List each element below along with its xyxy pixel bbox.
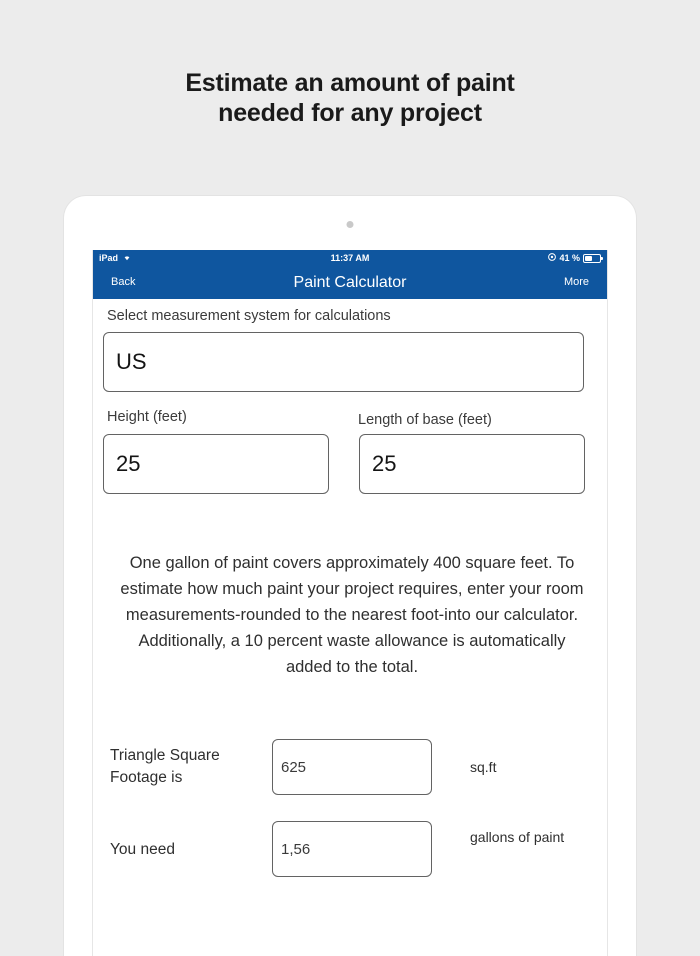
app-content bbox=[93, 299, 607, 956]
gallons-needed-output[interactable] bbox=[272, 821, 432, 877]
square-footage-label: Triangle Square Footage is bbox=[110, 747, 220, 786]
square-footage-unit: sq.ft bbox=[470, 759, 497, 775]
more-button[interactable]: More bbox=[563, 276, 589, 288]
measurement-system-value: US bbox=[116, 349, 147, 374]
gallons-needed-value: 1,56 bbox=[281, 840, 311, 858]
back-button[interactable]: Back bbox=[111, 276, 136, 288]
headline-line-2: needed for any project bbox=[218, 99, 482, 127]
height-value: 25 bbox=[116, 451, 141, 476]
square-footage-value: 625 bbox=[281, 758, 307, 776]
gallons-needed-unit: gallons of paint bbox=[470, 829, 565, 845]
device-frame bbox=[64, 196, 636, 956]
status-bar bbox=[93, 250, 607, 266]
gallons-needed-label: You need bbox=[110, 841, 175, 858]
nav-title: Paint Calculator bbox=[293, 274, 407, 291]
camera-dot-icon bbox=[347, 221, 354, 228]
headline-line-1: Estimate an amount of paint bbox=[185, 69, 515, 97]
measurement-system-label: Select measurement system for calculations bbox=[107, 308, 391, 324]
length-of-base-label: Length of base (feet) bbox=[358, 412, 492, 428]
status-bar-time: 11:37 AM bbox=[330, 253, 370, 263]
app-screen bbox=[92, 250, 608, 956]
nav-bar bbox=[93, 266, 607, 299]
height-input[interactable] bbox=[103, 434, 329, 494]
carrier-label: iPad bbox=[99, 253, 119, 263]
alarm-icon bbox=[548, 250, 556, 266]
status-bar-right bbox=[548, 250, 601, 266]
battery-fill bbox=[585, 256, 592, 261]
battery-icon bbox=[583, 254, 601, 263]
length-of-base-value: 25 bbox=[372, 451, 397, 476]
page-title bbox=[0, 68, 700, 128]
length-of-base-input[interactable] bbox=[359, 434, 585, 494]
info-paragraph: One gallon of paint covers approximately 400 square feet. To estimate how much paint your project requires, enter your room measurements-rounded to the nearest foot-into our calculator. Additionally, a 10 percent waste allowance is automatically added to the total. bbox=[120, 554, 584, 676]
measurement-system-select[interactable] bbox=[103, 332, 584, 392]
battery-percent-label: 41 % bbox=[559, 253, 580, 263]
square-footage-output[interactable] bbox=[272, 739, 432, 795]
height-label: Height (feet) bbox=[107, 409, 187, 425]
